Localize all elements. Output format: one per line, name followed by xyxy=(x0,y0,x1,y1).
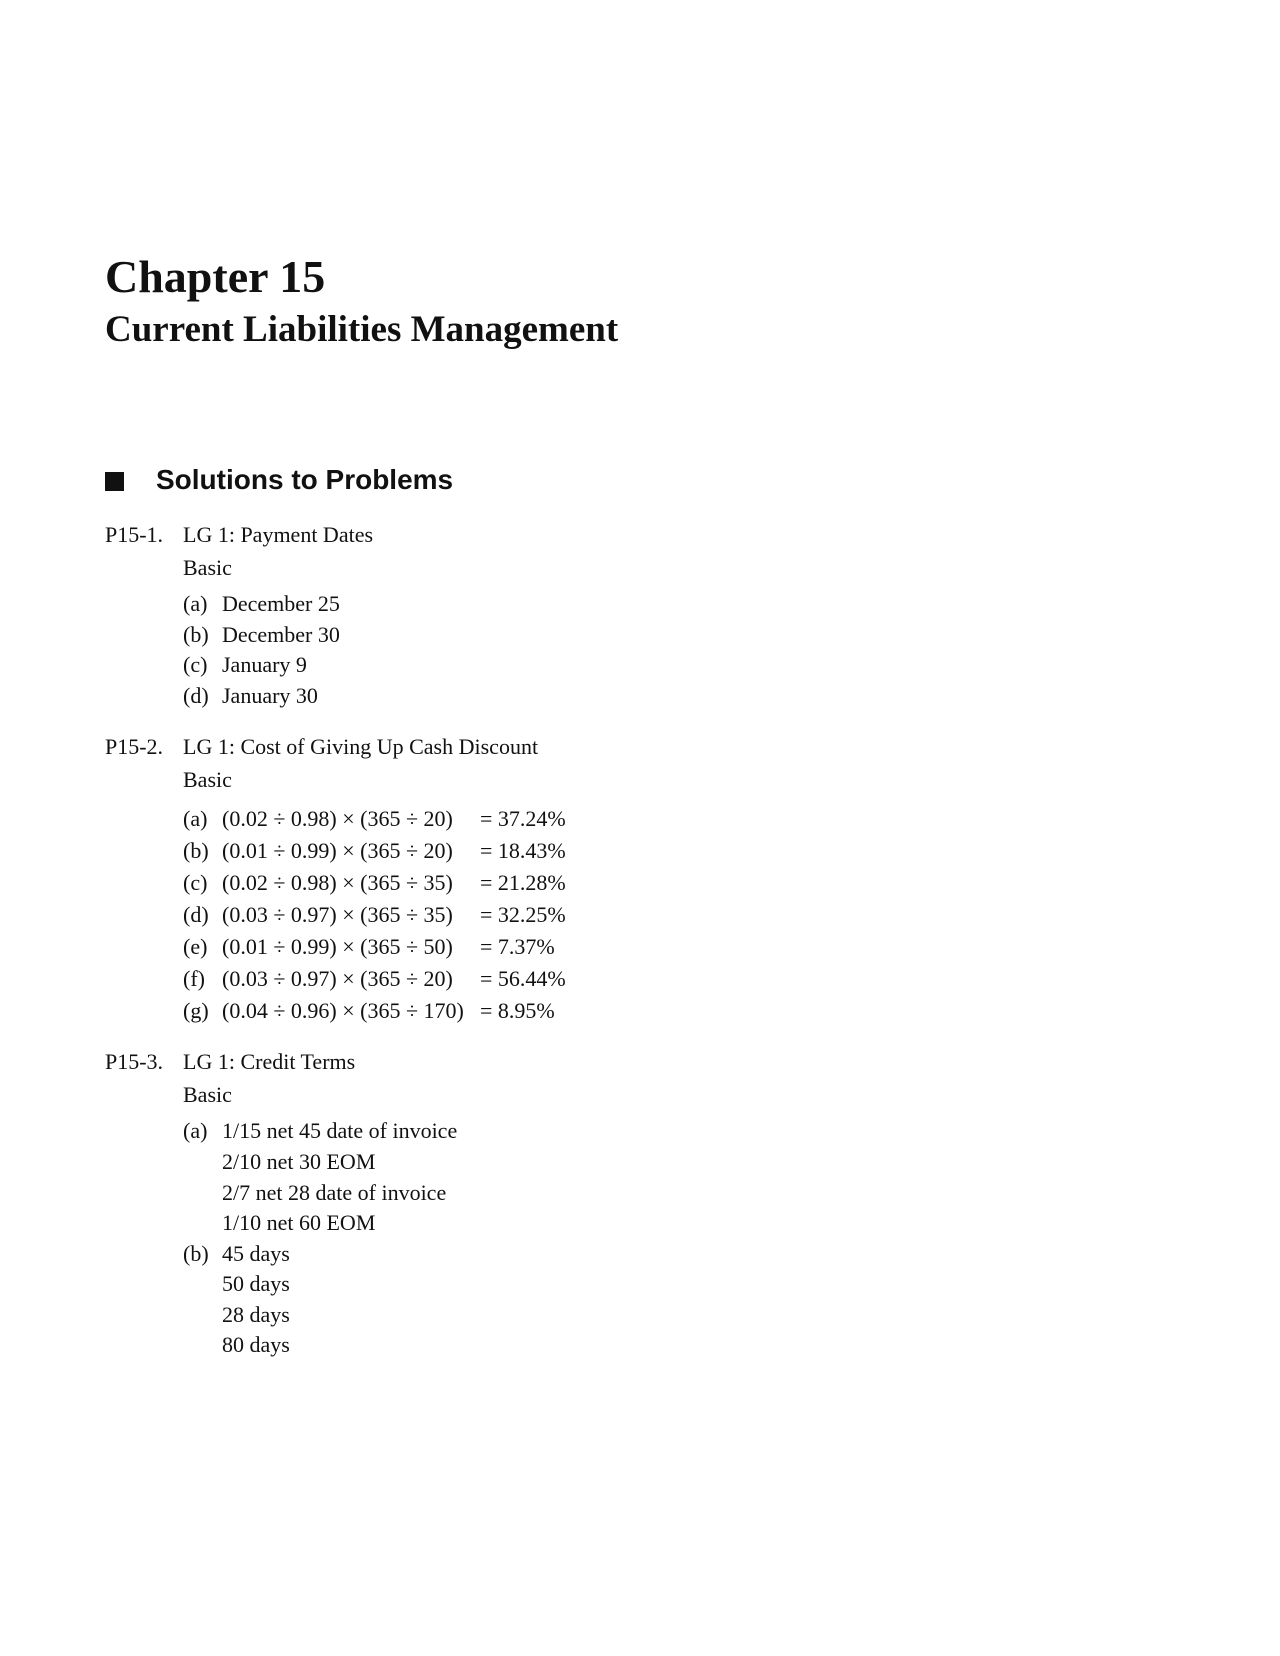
formula-result: = 7.37% xyxy=(480,934,555,959)
item-label: (b) xyxy=(183,1241,209,1266)
problem-title: LG 1: Payment Dates xyxy=(183,522,374,547)
credit-term: 2/7 net 28 date of invoice xyxy=(222,1180,447,1205)
days-value: 45 days xyxy=(222,1241,290,1266)
formula: (0.03 ÷ 0.97) × (365 ÷ 20) xyxy=(222,966,453,991)
formula-result: = 56.44% xyxy=(480,966,566,991)
formula: (0.02 ÷ 0.98) × (365 ÷ 20) xyxy=(222,806,453,831)
formula-result: = 32.25% xyxy=(480,902,566,927)
item-label: (a) xyxy=(183,1118,208,1143)
item-label: (d) xyxy=(183,902,209,927)
item-label: (a) xyxy=(183,591,208,616)
credit-term: 2/10 net 30 EOM xyxy=(222,1149,376,1174)
formula: (0.04 ÷ 0.96) × (365 ÷ 170) xyxy=(222,998,464,1023)
formula: (0.02 ÷ 0.98) × (365 ÷ 35) xyxy=(222,870,453,895)
problem-level: Basic xyxy=(183,767,232,792)
problem-number: P15-2. xyxy=(105,734,164,759)
formula-result: = 21.28% xyxy=(480,870,566,895)
days-value: 80 days xyxy=(222,1332,290,1357)
item-label: (d) xyxy=(183,683,209,708)
item-label: (e) xyxy=(183,934,208,959)
item-label: (c) xyxy=(183,870,208,895)
item-label: (b) xyxy=(183,622,209,647)
item-text: January 9 xyxy=(222,652,307,677)
item-label: (a) xyxy=(183,806,208,831)
item-label: (f) xyxy=(183,966,205,991)
formula-result: = 8.95% xyxy=(480,998,555,1023)
item-label: (g) xyxy=(183,998,209,1023)
item-label: (c) xyxy=(183,652,208,677)
days-value: 28 days xyxy=(222,1302,290,1327)
problem-title: LG 1: Credit Terms xyxy=(183,1049,356,1074)
credit-term: 1/10 net 60 EOM xyxy=(222,1210,376,1235)
problem-level: Basic xyxy=(183,1082,232,1107)
days-value: 50 days xyxy=(222,1271,290,1296)
formula: (0.01 ÷ 0.99) × (365 ÷ 20) xyxy=(222,838,453,863)
section-title: Solutions to Problems xyxy=(156,464,454,495)
problem-number: P15-3. xyxy=(105,1049,164,1074)
item-text: January 30 xyxy=(222,683,318,708)
problem-level: Basic xyxy=(183,555,232,580)
item-label: (b) xyxy=(183,838,209,863)
item-text: December 25 xyxy=(222,591,340,616)
formula-result: = 18.43% xyxy=(480,838,566,863)
chapter-title: Current Liabilities Management xyxy=(105,309,619,350)
credit-term: 1/15 net 45 date of invoice xyxy=(222,1118,458,1143)
square-bullet-icon xyxy=(105,472,124,491)
chapter-number: Chapter 15 xyxy=(105,251,326,302)
problem-title: LG 1: Cost of Giving Up Cash Discount xyxy=(183,734,539,759)
formula: (0.01 ÷ 0.99) × (365 ÷ 50) xyxy=(222,934,453,959)
item-text: December 30 xyxy=(222,622,340,647)
problem-number: P15-1. xyxy=(105,522,164,547)
formula: (0.03 ÷ 0.97) × (365 ÷ 35) xyxy=(222,902,453,927)
formula-result: = 37.24% xyxy=(480,806,566,831)
